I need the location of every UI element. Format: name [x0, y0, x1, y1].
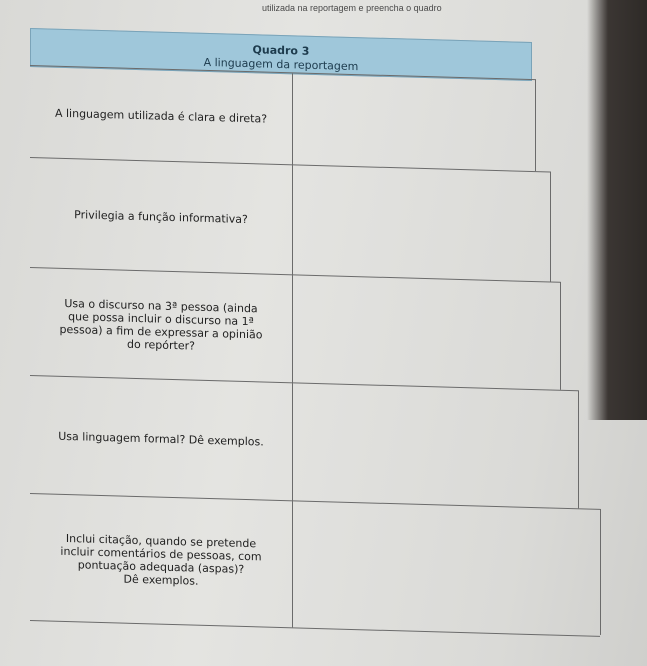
table-border — [30, 375, 579, 508]
question-text: Inclui citação, quando se pretende incluir comentários de pessoas, com pontuação adequada (aspas)? Dê exemplos. — [60, 532, 262, 588]
table-title: Quadro 3 — [252, 43, 310, 58]
table-border — [30, 493, 601, 635]
instruction-text: utilizada na reportagem e preencha o quadro — [262, 3, 442, 13]
quadro-table — [30, 28, 612, 654]
question-text: Usa o discurso na 3ª pessoa (ainda que possa incluir o discurso na 1ª pessoa) a fim de expressar a opinião do repórter? — [59, 296, 263, 353]
table-border — [30, 267, 561, 390]
question-text: Usa linguagem formal? Dê exemplos. — [58, 429, 264, 449]
question-text: A linguagem utilizada é clara e direta? — [54, 106, 268, 126]
question-text: Privilegia a função informativa? — [74, 207, 248, 226]
table-border — [30, 65, 536, 171]
table-border — [30, 157, 551, 282]
table-subtitle: A linguagem da reportagem — [203, 55, 359, 74]
